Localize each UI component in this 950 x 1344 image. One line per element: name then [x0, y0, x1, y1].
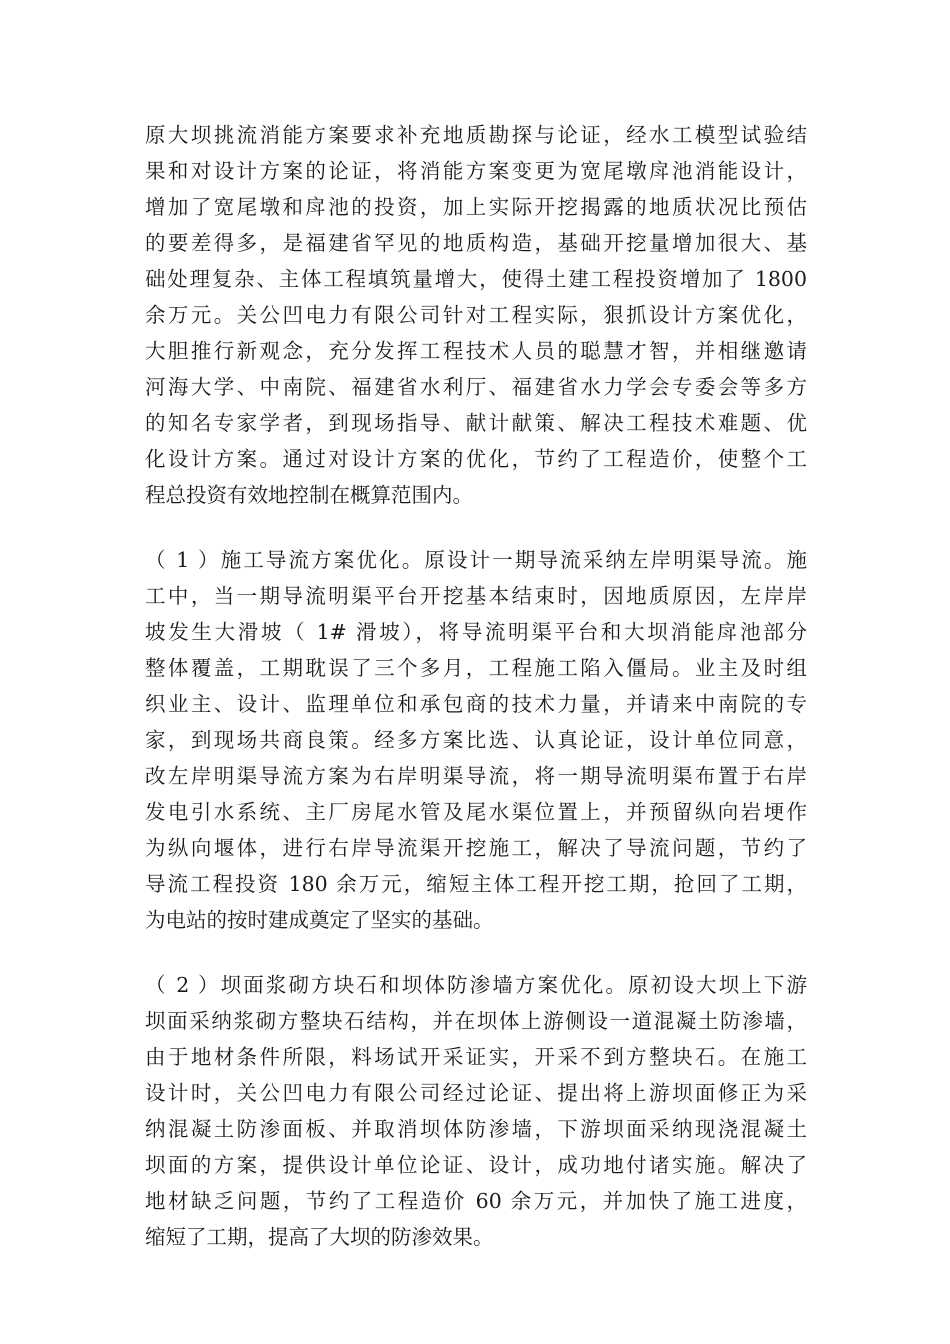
text-line: （ 1 ）施工导流方案优化。原设计一期导流采纳左岸明渠导流。施	[145, 548, 807, 572]
text-line: 果和对设计方案的论证，将消能方案变更为宽尾墩戽池消能设计，	[145, 159, 807, 183]
text-line: 的要差得多，是福建省罕见的地质构造，基础开挖量增加很大、基	[145, 231, 807, 255]
text-line: 原大坝挑流消能方案要求补充地质勘探与论证，经水工模型试验结	[145, 123, 807, 147]
text-line: 改左岸明渠导流方案为右岸明渠导流，将一期导流明渠布置于右岸	[145, 764, 807, 788]
text-line: （ 2 ）坝面浆砌方块石和坝体防渗墙方案优化。原初设大坝上下游	[145, 973, 807, 997]
text-line: 坝面采纳浆砌方整块石结构，并在坝体上游侧设一道混凝土防渗墙，	[145, 1009, 807, 1033]
text-line: 坝面的方案，提供设计单位论证、设计，成功地付诸实施。解决了	[145, 1153, 807, 1177]
text-line: 设计时，关公凹电力有限公司经过论证、提出将上游坝面修正为采	[145, 1081, 807, 1105]
text-line: 为纵向堰体，进行右岸导流渠开挖施工，解决了导流问题，节约了	[145, 836, 807, 860]
text-line: 发电引水系统、主厂房尾水管及尾水渠位置上，并预留纵向岩埂作	[145, 800, 807, 824]
text-line: 由于地材条件所限，料场试开采证实，开采不到方整块石。在施工	[145, 1045, 807, 1069]
text-line: 整体覆盖，工期耽误了三个多月，工程施工陷入僵局。业主及时组	[145, 656, 807, 680]
text-line: 化设计方案。通过对设计方案的优化，节约了工程造价，使整个工	[145, 447, 807, 471]
text-line: 的知名专家学者，到现场指导、献计献策、解决工程技术难题、优	[145, 411, 807, 435]
text-line: 织业主、设计、监理单位和承包商的技术力量，并请来中南院的专	[145, 692, 807, 716]
text-line: 础处理复杂、主体工程填筑量增大，使得土建工程投资增加了 1800	[145, 267, 807, 291]
text-line: 程总投资有效地控制在概算范围内。	[145, 483, 473, 507]
text-line: 为电站的按时建成奠定了坚实的基础。	[145, 908, 494, 932]
text-line: 工中，当一期导流明渠平台开挖基本结束时，因地质原因，左岸岸	[145, 584, 807, 608]
text-line: 大胆推行新观念，充分发挥工程技术人员的聪慧才智，并相继邀请	[145, 339, 807, 363]
text-line: 增加了宽尾墩和戽池的投资，加上实际开挖揭露的地质状况比预估	[145, 195, 807, 219]
text-line: 地材缺乏问题，节约了工程造价 60 余万元，并加快了施工进度，	[145, 1189, 807, 1213]
text-line: 导流工程投资 180 余万元，缩短主体工程开挖工期，抢回了工期，	[145, 872, 807, 896]
text-line: 河海大学、中南院、福建省水利厅、福建省水力学会专委会等多方	[145, 375, 807, 399]
text-line: 缩短了工期，提高了大坝的防渗效果。	[145, 1225, 494, 1249]
text-line: 坡发生大滑坡（ 1# 滑坡），将导流明渠平台和大坝消能戽池部分	[145, 620, 807, 644]
text-line: 家，到现场共商良策。经多方案比选、认真论证，设计单位同意，	[145, 728, 807, 752]
text-line: 余万元。关公凹电力有限公司针对工程实际，狠抓设计方案优化，	[145, 303, 807, 327]
text-line: 纳混凝土防渗面板、并取消坝体防渗墙，下游坝面采纳现浇混凝土	[145, 1117, 807, 1141]
